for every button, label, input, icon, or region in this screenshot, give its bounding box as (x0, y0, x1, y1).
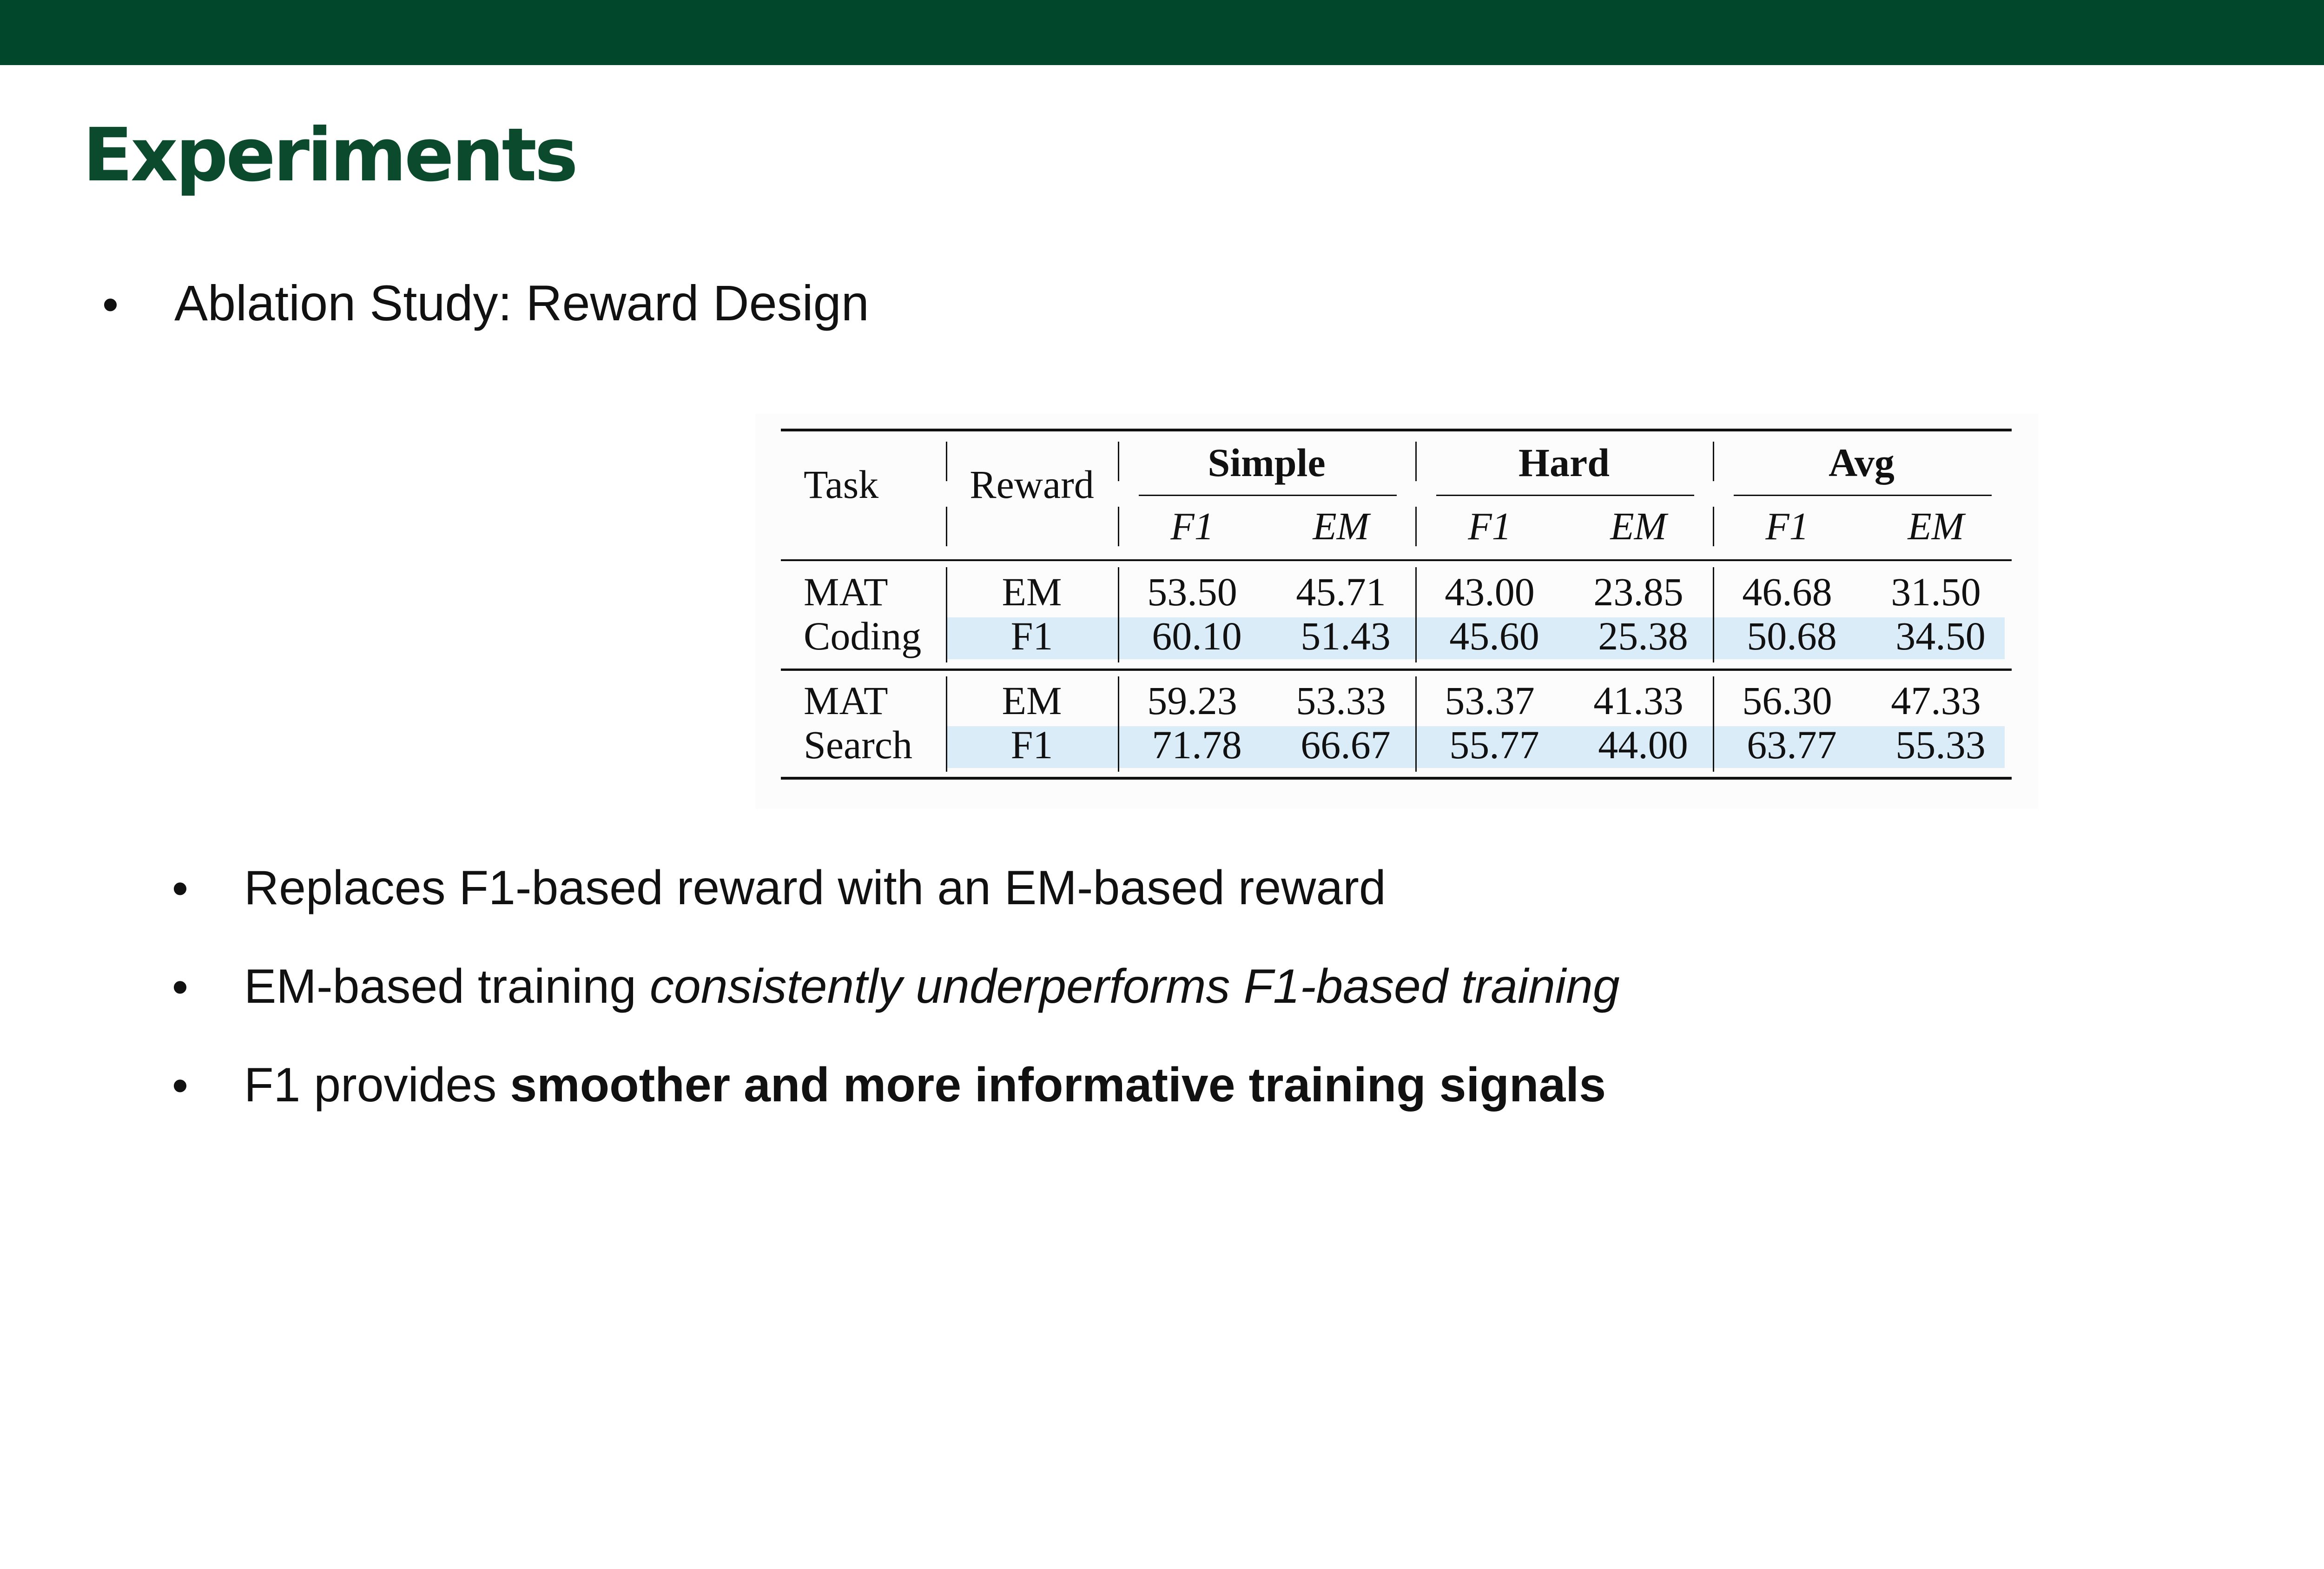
task-label: MAT (804, 678, 888, 723)
table-cell: 55.33 (1895, 722, 1986, 767)
table-cell: 71.78 (1152, 722, 1242, 767)
top-rule (781, 429, 2012, 431)
table-cell: 50.68 (1747, 614, 1837, 658)
divider-block (1415, 567, 1417, 662)
divider-header (1118, 442, 1119, 481)
subheader-em: EM (1908, 505, 1964, 548)
col-header-reward: Reward (970, 462, 1094, 507)
divider-block (946, 567, 947, 662)
main-bullet (102, 275, 869, 331)
table-cell: 56.30 (1742, 678, 1832, 723)
table-cell: 53.33 (1296, 678, 1386, 723)
divider-header (946, 442, 947, 481)
task-label: Search (804, 722, 912, 767)
header-rule (781, 559, 2012, 561)
table-cell: 55.77 (1449, 722, 1539, 767)
subheader-em: EM (1313, 505, 1369, 548)
slide-title: Experiments (83, 113, 576, 198)
table-cell: 45.60 (1449, 614, 1539, 658)
table-cell: 53.37 (1445, 678, 1535, 723)
table-cell: 47.33 (1891, 678, 1981, 723)
divider-block (1713, 676, 1714, 772)
table-cell: 66.67 (1301, 722, 1391, 767)
subheader-f1: F1 (1468, 505, 1512, 548)
subheader-f1: F1 (1170, 505, 1214, 548)
table-cell: 59.23 (1147, 678, 1237, 723)
bullet-icon: • (172, 862, 189, 914)
table-cell: 53.50 (1147, 569, 1237, 614)
table-cell: 34.50 (1895, 614, 1986, 658)
group-underline-simple (1139, 495, 1397, 496)
finding-bullet (172, 1058, 1606, 1112)
finding-text: Replaces F1-based reward with an EM-based reward (244, 861, 1386, 915)
col-header-task: Task (804, 462, 879, 507)
main-bullet-text: Ablation Study: Reward Design (174, 275, 869, 331)
bottom-rule (781, 777, 2012, 780)
table-cell: 31.50 (1891, 569, 1981, 614)
finding-text (244, 1058, 1606, 1112)
task-label: MAT (804, 569, 888, 614)
divider-block (1118, 567, 1119, 662)
reward-cell: EM (1002, 569, 1062, 614)
group-underline-hard (1436, 495, 1694, 496)
divider-block (1118, 676, 1119, 772)
table-cell: 25.38 (1598, 614, 1688, 658)
divider-subheader (1713, 507, 1714, 546)
divider-block (1415, 676, 1417, 772)
group-header-avg: Avg (1829, 440, 1895, 485)
reward-cell: F1 (1010, 722, 1053, 767)
divider-subheader (1118, 507, 1119, 546)
divider-block (1713, 567, 1714, 662)
header-bar (0, 0, 2324, 65)
bullet-icon: • (172, 1059, 189, 1112)
finding-bullet (172, 861, 1386, 915)
task-label: Coding (804, 614, 922, 658)
table-cell: 60.10 (1152, 614, 1242, 658)
finding-text-bold: smoother and more informative training signals (510, 1058, 1606, 1112)
finding-text-emphasis: consistently underperforms F1-based training (649, 960, 1620, 1013)
finding-text-plain: EM-based training (244, 960, 650, 1013)
group-header-simple: Simple (1208, 440, 1326, 485)
block-rule (781, 669, 2012, 671)
bullet-icon: • (172, 961, 189, 1013)
finding-text (244, 962, 1620, 1011)
reward-cell: F1 (1010, 614, 1053, 658)
table-cell: 51.43 (1301, 614, 1391, 658)
bullet-icon: • (102, 278, 119, 331)
table-cell: 41.33 (1593, 678, 1684, 723)
table-cell: 45.71 (1296, 569, 1386, 614)
divider-subheader (946, 507, 947, 546)
group-underline-avg (1734, 495, 1992, 496)
ablation-table (755, 414, 2038, 809)
finding-text-plain: F1 provides (244, 1058, 510, 1112)
table-cell: 23.85 (1593, 569, 1684, 614)
table-cell: 46.68 (1742, 569, 1832, 614)
reward-cell: EM (1002, 678, 1062, 723)
divider-header (1713, 442, 1714, 481)
table-cell: 44.00 (1598, 722, 1688, 767)
group-header-hard: Hard (1519, 440, 1610, 485)
divider-subheader (1415, 507, 1417, 546)
divider-header (1415, 442, 1417, 481)
subheader-em: EM (1610, 505, 1667, 548)
divider-block (946, 676, 947, 772)
table-cell: 63.77 (1747, 722, 1837, 767)
subheader-f1: F1 (1765, 505, 1809, 548)
finding-bullet (172, 962, 1620, 1011)
table-cell: 43.00 (1445, 569, 1535, 614)
